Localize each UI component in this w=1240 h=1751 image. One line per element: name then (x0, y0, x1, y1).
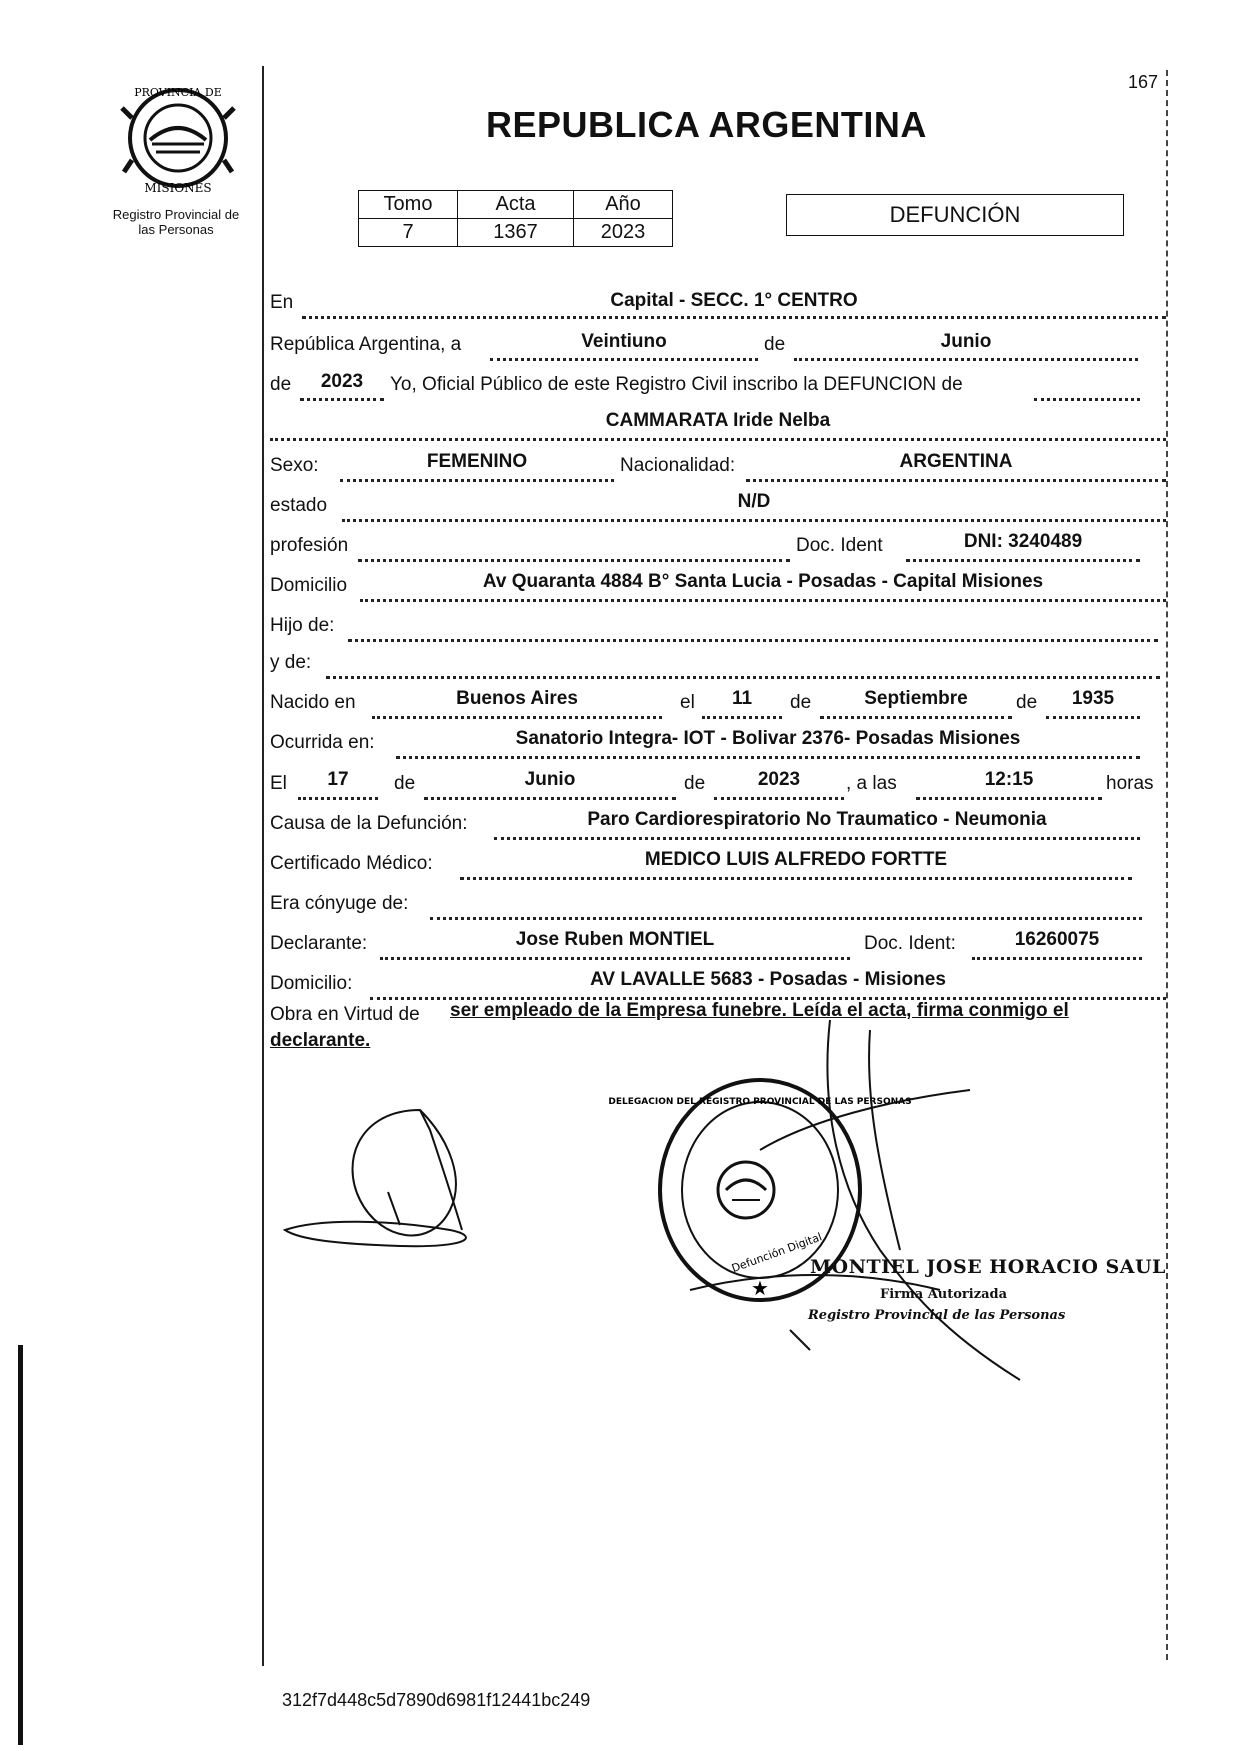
deceased-name-dots (270, 438, 1166, 441)
officer-role: Firma Autorizada (880, 1287, 1008, 1302)
declarante-value: Jose Ruben MONTIEL (515, 929, 715, 950)
profesion-label: profesión (270, 535, 349, 556)
officer-org: Registro Provincial de las Personas (808, 1308, 1066, 1323)
certificado-value: MEDICO LUIS ALFREDO FORTTE (644, 849, 948, 870)
estado-value: N/D (737, 491, 771, 512)
year-dots (300, 398, 384, 401)
de2-label: de (1016, 692, 1038, 713)
death-month-dots (424, 797, 676, 800)
de4-label: de (684, 773, 706, 794)
birth-day-dots (702, 716, 782, 719)
statement-text: Yo, Oficial Público de este Registro Civil inscribo la DEFUNCION de (390, 374, 963, 395)
de1-label: de (790, 692, 812, 713)
province-seal-logo (118, 78, 238, 198)
anio-header: Año (574, 191, 673, 219)
domicilio2-value: AV LAVALLE 5683 - Posadas - Misiones (590, 969, 946, 990)
causa-label: Causa de la Defunción: (270, 813, 468, 834)
nacionalidad-value: ARGENTINA (899, 451, 1013, 472)
causa-dots (494, 837, 1140, 840)
acta-header: Acta (458, 191, 574, 219)
registry-caption (96, 207, 256, 237)
en-dots (302, 316, 1166, 319)
scan-edge-bar (18, 1345, 23, 1745)
nacido-dots (372, 716, 662, 719)
ocurrida-label: Ocurrida en: (270, 732, 375, 753)
domicilio2-label: Domicilio: (270, 973, 353, 994)
obra-value: ser empleado de la Empresa funebre. Leída el acta, firma conmigo el (450, 1000, 1069, 1021)
hijo-dots (348, 639, 1158, 642)
death-year-dots (714, 797, 844, 800)
hijo-label: Hijo de: (270, 615, 335, 636)
domicilio-label: Domicilio (270, 575, 348, 596)
declarante-label: Declarante: (270, 933, 368, 954)
declarante-dots (380, 957, 850, 960)
en-value: Capital - SECC. 1° CENTRO (610, 290, 858, 311)
birth-day: 11 (731, 688, 753, 709)
stamp-inner-text: Defunción Digital (729, 1230, 824, 1276)
death-month: Junio (524, 769, 576, 790)
de-label: de (764, 334, 786, 355)
estado-label: estado (270, 495, 328, 516)
anio-value: 2023 (574, 219, 673, 247)
nacido-label: Nacido en (270, 692, 356, 713)
day-words-dots (490, 358, 758, 361)
death-year: 2023 (757, 769, 801, 790)
certificado-label: Certificado Médico: (270, 853, 433, 874)
decl-doc-value: 16260075 (1014, 929, 1100, 950)
alas-label: , a las (846, 773, 897, 794)
officer-signature (640, 990, 1060, 1390)
year-value: 2023 (320, 371, 364, 392)
certificado-dots (460, 877, 1132, 880)
tomo-value: 7 (359, 219, 458, 247)
death-day-dots (298, 797, 378, 800)
stamp-ring-text: DELEGACION DEL REGISTRO PROVINCIAL DE LAS PERSONAS (608, 1097, 912, 1107)
death-time-dots (916, 797, 1102, 800)
republica-label: República Argentina, a (270, 334, 462, 355)
svg-text:★: ★ (751, 1276, 769, 1300)
y-de-label: y de: (270, 652, 312, 673)
death-time: 12:15 (984, 769, 1034, 790)
doc-ident-label: Doc. Ident (796, 535, 883, 556)
sexo-dots (340, 479, 614, 482)
nacido-value: Buenos Aires (456, 688, 578, 709)
y-de-dots (326, 676, 1160, 679)
right-margin-line (1166, 70, 1168, 1660)
nacionalidad-dots (746, 479, 1166, 482)
statement-tail-dots (1034, 398, 1140, 401)
birth-year-dots (1046, 716, 1140, 719)
el-label: el (680, 692, 695, 713)
birth-month: Septiembre (864, 688, 968, 709)
horas-label: horas (1106, 773, 1154, 794)
doc-ident-dots (906, 559, 1140, 562)
birth-year: 1935 (1071, 688, 1115, 709)
month-dots (794, 358, 1138, 361)
year-prefix-label: de (270, 374, 292, 395)
left-margin-line (262, 66, 264, 1666)
logo-text-top: PROVINCIA DE (134, 86, 222, 99)
death-day: 17 (327, 769, 349, 790)
nacionalidad-label: Nacionalidad: (620, 455, 736, 476)
logo-text-bottom: MISIONES (144, 181, 212, 195)
doc-ident-value: DNI: 3240489 (963, 531, 1083, 552)
decl-doc-label: Doc. Ident: (864, 933, 956, 954)
el2-label: El (270, 773, 287, 794)
obra-value-cont: declarante. (270, 1030, 371, 1051)
officer-name: MONTIEL JOSE HORACIO SAUL (810, 1256, 1166, 1278)
en-label: En (270, 292, 294, 313)
declarant-signature (280, 1080, 580, 1310)
deceased-name: CAMMARATA Iride Nelba (605, 410, 831, 431)
month-value: Junio (940, 331, 992, 352)
profesion-dots (358, 559, 790, 562)
ocurrida-value: Sanatorio Integra- IOT - Bolivar 2376- Posadas Misiones (515, 728, 1021, 749)
registry-caption-line2: las Personas (138, 222, 214, 237)
day-words: Veintiuno (581, 331, 667, 352)
sexo-label: Sexo: (270, 455, 319, 476)
ocurrida-dots (396, 756, 1140, 759)
conyuge-dots (430, 917, 1142, 920)
acta-value: 1367 (458, 219, 574, 247)
obra-label: Obra en Virtud de (270, 1004, 420, 1025)
birth-month-dots (820, 716, 1012, 719)
tomo-header: Tomo (359, 191, 458, 219)
de3-label: de (394, 773, 416, 794)
sexo-value: FEMENINO (426, 451, 528, 472)
record-number-table (358, 190, 673, 247)
domicilio-dots (360, 599, 1166, 602)
document-title: REPUBLICA ARGENTINA (486, 104, 927, 145)
record-type-box: DEFUNCIÓN (786, 194, 1124, 236)
estado-dots (342, 519, 1166, 522)
domicilio-value: Av Quaranta 4884 B° Santa Lucia - Posadas - Capital Misiones (482, 571, 1044, 592)
registry-caption-line1: Registro Provincial de (112, 207, 240, 222)
document-hash: 312f7d448c5d7890d6981f12441bc249 (282, 1690, 591, 1710)
causa-value: Paro Cardiorespiratorio No Traumatico - Neumonia (587, 809, 1047, 830)
page-number: 167 (1128, 72, 1159, 92)
conyuge-label: Era cónyuge de: (270, 893, 409, 914)
decl-doc-dots (972, 957, 1142, 960)
